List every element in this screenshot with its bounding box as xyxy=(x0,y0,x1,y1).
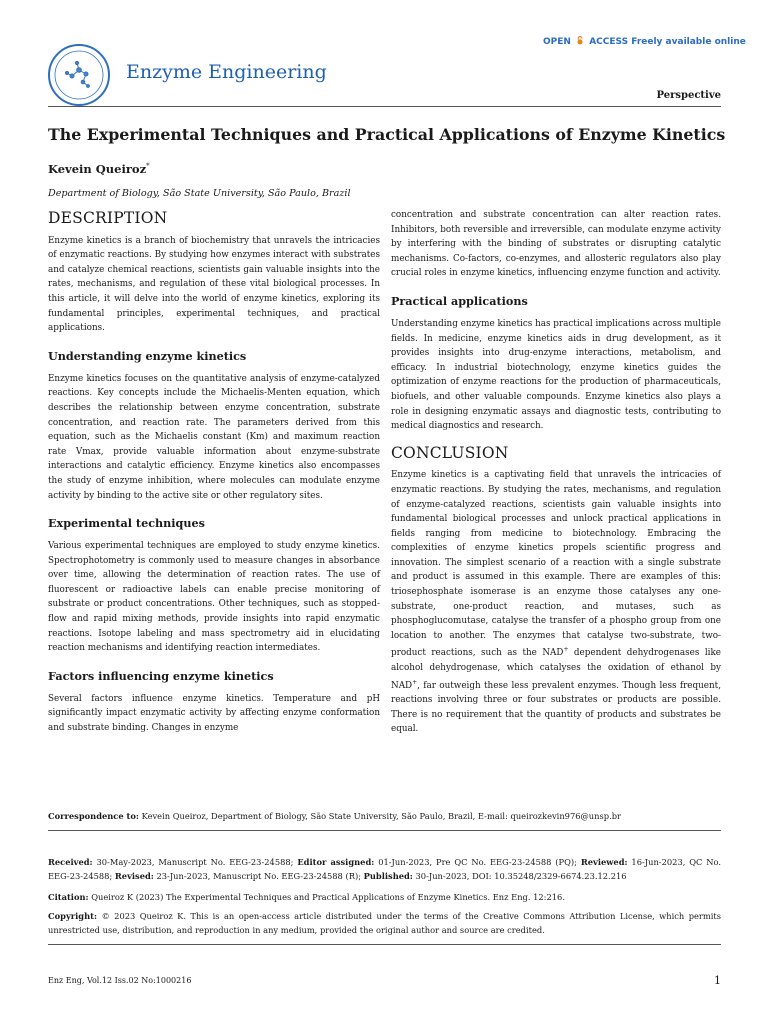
citation-note: Citation: Queiroz K (2023) The Experimental Techniques and Practical Applications of Enzyme Kinetics. Enz Eng. 12:216. xyxy=(48,892,565,902)
page-number: 1 xyxy=(714,974,721,987)
author-mark: * xyxy=(146,162,150,171)
article-type: Perspective xyxy=(656,90,721,101)
footer-divider-bottom xyxy=(48,944,721,945)
journal-logo xyxy=(48,44,110,106)
description-text: Enzyme kinetics is a branch of biochemistry that unravels the intricacies of enzymatic reactions. By studying how enzymes interact with substrates and catalyze chemical reactions, scientists gain valuable insights into the rates, mechanisms, and regulation of these vital biological processes. In this article, it will delve into the world of enzyme kinetics, exploring its fundamental principles, experimental techniques, and practical applications. xyxy=(48,235,380,334)
copyright-note: Copyright: © 2023 Queiroz K. This is an open-access article distributed under the terms of the Creative Commons Attribution License, which permits unrestricted use, distribution, and reproduction in any medium, provided the original author and source are credited. xyxy=(48,911,721,935)
right-column xyxy=(391,208,721,737)
factors-text: Several factors influence enzyme kinetics. Temperature and pH significantly impact enzymatic activity by affecting enzyme conformation and substrate binding. Changes in enzyme xyxy=(48,693,380,734)
author-name: Kevein Queiroz* xyxy=(48,162,150,176)
correspondence-note: Correspondence to: Kevein Queiroz, Department of Biology, São State University, São Paulo, Brazil, E-mail: queirozkevin976@unsp.br xyxy=(48,811,621,821)
page-reference: Enz Eng, Vol.12 Iss.02 No:1000216 xyxy=(48,976,192,985)
experimental-heading: Experimental techniques xyxy=(48,516,205,531)
dates-note: Received: 30-May-2023, Manuscript No. EEG-23-24588; Editor assigned: 01-Jun-2023, Pre QC No. EEG-23-24588 (PQ); Reviewed: 16-Jun-2023, QC No. EEG-23-24588; Revised: 23-Jun-2023, Manuscript No. EEG-23-24588 (R); Published: 30-Jun-2023, DOI: 10.35248/2329-6674.23.12.216 xyxy=(48,857,722,881)
understanding-heading: Understanding enzyme kinetics xyxy=(48,348,247,363)
article-title: The Experimental Techniques and Practical Applications of Enzyme Kinetics xyxy=(48,125,726,144)
journal-title: Enzyme Engineering xyxy=(126,61,327,83)
open-access-badge xyxy=(543,36,746,47)
conclusion-heading: CONCLUSION xyxy=(391,443,509,462)
footer-divider-top xyxy=(48,830,721,831)
left-column xyxy=(48,207,380,736)
practical-heading: Practical applications xyxy=(391,293,528,308)
practical-text: Understanding enzyme kinetics has practical implications across multiple fields. In medicine, enzyme kinetics aids in drug development, as it provides insights into drug-enzyme interactions, metabolism, and efficacy. In industrial biotechnology, enzyme kinetics guides the optimization of enzyme reactions for the production of pharmaceuticals, biofuels, and other valuable compounds. Enzyme kinetics also plays a role in designing enzymatic assays and diagnostic tests, contributing to medical diagnostics and research. xyxy=(391,318,721,432)
understanding-text: Enzyme kinetics focuses on the quantitative analysis of enzyme-catalyzed reactions. Key concepts include the Michaelis-Menten equation, which describes the relationship between enzyme concentration, substrate concentration, and reaction rate. The parameters derived from this equation, such as the Michaelis constant (Km) and maximum reaction rate Vmax, provide valuable information about enzyme-substrate interactions and catalytic efficiency. Enzyme kinetics also encompasses the study of enzyme inhibition, where molecules can modulate enzyme activity by binding to the active site or other regulatory sites. xyxy=(48,373,380,501)
open-lock-icon xyxy=(576,36,584,45)
open-label: OPEN xyxy=(543,37,571,47)
conclusion-text: Enzyme kinetics is a captivating field that unravels the intricacies of enzymatic reactions. By studying the rates, mechanisms, and regulation of enzyme-catalyzed reactions, scientists gain valuable insights into fundamental biological processes and unlock practical applications in fields ranging from medicine to biotechnology. Embracing the complexities of enzyme kinetics propels scientific progress and innovation. The simplest scenario of a reaction with a single substrate and product is assumed in this example. There are examples of this: triosephosphate isomerase is an enzyme those catalyses any one-substrate, one-product reaction, and mutases, such as phosphoglucomutase, catalyse the transfer of a phospho group from one location to another. The enzymes that catalyse two-substrate, two-product reactions, such as the NAD+ dependent dehydrogenases like alcohol dehydrogenase, which catalyses the oxidation of ethanol by NAD+, far outweigh these less prevalent enzymes. Though less frequent, reactions involving three or four substrates or products are possible. There is no requirement that the quantity of products and substrates be equal. xyxy=(391,470,721,735)
affiliation: Department of Biology, São State University, São Paulo, Brazil xyxy=(48,188,351,199)
header-divider xyxy=(48,106,721,107)
access-label: ACCESS xyxy=(589,37,629,47)
free-online-label: Freely available online xyxy=(631,37,746,47)
experimental-text: Various experimental techniques are employed to study enzyme kinetics. Spectrophotometry is commonly used to measure changes in absorbance over time, allowing the determination of reaction rates. The use of fluorescent or radioactive labels can enable precise monitoring of substrate or product concentrations. Other techniques, such as stopped-flow and rapid mixing methods, provide insights into rapid enzymatic reactions. Isotope labeling and mass spectrometry aid in elucidating reaction mechanisms and identifying reaction intermediates. xyxy=(48,541,380,654)
enzyme-molecule-icon xyxy=(50,46,108,104)
factors-text-continued: concentration and substrate concentration can alter reaction rates. Inhibitors, both reversible and irreversible, can modulate enzyme activity by interfering with the binding of substrates or disrupting catalytic mechanisms. Co-factors, co-enzymes, and allosteric regulators also play crucial roles in enzyme kinetics, influencing enzyme function and activity. xyxy=(391,210,721,279)
factors-heading: Factors influencing enzyme kinetics xyxy=(48,668,274,683)
description-heading: DESCRIPTION xyxy=(48,209,168,227)
